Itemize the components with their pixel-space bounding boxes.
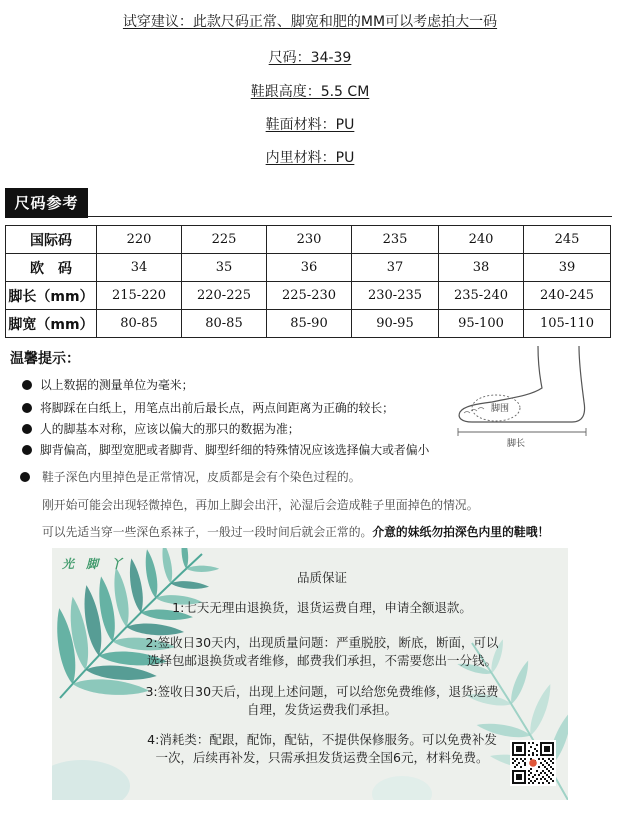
size-row-international (6, 226, 611, 254)
size-cell: 240-245 (524, 282, 611, 310)
color-note-line: 鞋子深色内里掉色是正常情况，皮质都是会有个染色过程的。 (42, 470, 361, 484)
size-table (5, 225, 611, 338)
qr-code-image (510, 740, 556, 786)
size-cell: 215-220 (97, 282, 182, 310)
length-label: 脚长 (506, 439, 526, 449)
size-cell: 80-85 (97, 310, 182, 338)
guarantee-line: 一次，后续再补发，只需承担发货运费全国6元，材料免费。 (155, 749, 489, 765)
size-cell: 38 (439, 254, 524, 282)
brand-logo: 光 脚 丫 (62, 557, 127, 571)
guarantee-item-2 (130, 634, 514, 669)
bullet-icon (22, 445, 32, 455)
color-note-line: 刚开始可能会出现轻微掉色，再加上脚会出汗，沁湿后会造成鞋子里面掉色的情况。 (42, 498, 479, 512)
bullet-icon (22, 380, 32, 390)
size-cell: 39 (524, 254, 611, 282)
size-cell: 95-100 (439, 310, 524, 338)
quality-guarantee-card (52, 548, 568, 800)
tip-item: 人的脚基本对称，应该以偏大的那只的数据为准； (40, 422, 300, 436)
guarantee-item-3 (130, 683, 514, 718)
guarantee-item-1 (130, 599, 514, 617)
size-cell: 34 (97, 254, 182, 282)
size-cell: 80-85 (182, 310, 267, 338)
size-row-foot-width (6, 310, 611, 338)
size-reference-title: 尺码参考 (5, 188, 88, 218)
row-label: 脚长（mm） (6, 282, 97, 310)
size-row-eu (6, 254, 611, 282)
bullet-icon (22, 403, 32, 413)
card-title: 品质保证 (296, 570, 347, 585)
size-cell: 225-230 (267, 282, 352, 310)
length-dimension-line (458, 428, 586, 436)
size-cell: 35 (182, 254, 267, 282)
lining-material (0, 149, 620, 167)
guarantee-line: 1:七天无理由退换货，退货运费自理，申请全额退款。 (172, 600, 472, 615)
row-label: 脚宽（mm） (6, 310, 97, 338)
lining-material-text: 内里材料：PU (265, 150, 355, 166)
size-cell: 240 (439, 226, 524, 254)
color-note-emphasis: 介意的妹纸勿拍深色内里的鞋哦！ (372, 525, 550, 539)
guarantee-line: 自理，发货运费我们承担。 (246, 701, 397, 717)
size-range-text: 尺码：34-39 (268, 50, 352, 66)
section-divider (88, 216, 612, 217)
size-row-foot-length (6, 282, 611, 310)
heel-height-text: 鞋跟高度：5.5 CM (250, 84, 370, 100)
row-label: 欧 码 (6, 254, 97, 282)
fit-suggestion-text: 试穿建议：此款尺码正常、脚宽和肥的MM可以考虑拍大一码 (122, 14, 498, 30)
size-cell: 235 (352, 226, 439, 254)
tip-item: 将脚踩在白纸上，用笔点出前后最长点，两点间距离为正确的较长； (40, 401, 394, 415)
guarantee-line: 4:消耗类：配跟，配饰，配钻，不提供保修服务。可以免费补发 (147, 732, 497, 747)
size-cell: 235-240 (439, 282, 524, 310)
color-note-line (42, 524, 549, 540)
guarantee-line: 3:签收日30天后，出现上述问题，可以给您免费维修，退货运费 (145, 684, 499, 699)
foot-outline (459, 346, 584, 422)
size-cell: 230-235 (352, 282, 439, 310)
size-cell: 36 (267, 254, 352, 282)
guarantee-item-4 (130, 731, 514, 766)
size-cell: 37 (352, 254, 439, 282)
size-cell: 230 (267, 226, 352, 254)
row-label: 国际码 (6, 226, 97, 254)
tips-title: 温馨提示： (10, 351, 80, 367)
fit-suggestion (0, 13, 620, 31)
bullet-icon (22, 424, 32, 434)
size-cell: 220 (97, 226, 182, 254)
size-cell: 85-90 (267, 310, 352, 338)
size-cell: 245 (524, 226, 611, 254)
size-cell: 105-110 (524, 310, 611, 338)
size-cell: 90-95 (352, 310, 439, 338)
guarantee-line: 选择包邮退换货或者维修，邮费我们承担，不需要您出一分钱。 (146, 652, 497, 668)
color-note-text: 可以先适当穿一些深色系袜子，一般过一段时间后就会正常的。 (42, 525, 373, 539)
foot-measurement-diagram (452, 342, 592, 462)
size-cell: 225 (182, 226, 267, 254)
tip-item: 以上数据的测量单位为毫米； (40, 378, 194, 392)
girth-label: 脚围 (490, 404, 510, 414)
heel-height (0, 83, 620, 101)
size-range (0, 49, 620, 67)
tip-item: 脚背偏高，脚型宽肥或者脚背、脚型纤细的特殊情况应该选择偏大或者偏小 (40, 443, 430, 457)
guarantee-line: 2:签收日30天内，出现质量问题：严重脱胶，断底，断面，可以 (145, 635, 499, 650)
upper-material-text: 鞋面材料：PU (265, 117, 355, 133)
upper-material (0, 116, 620, 134)
size-cell: 220-225 (182, 282, 267, 310)
bullet-icon (20, 472, 30, 482)
